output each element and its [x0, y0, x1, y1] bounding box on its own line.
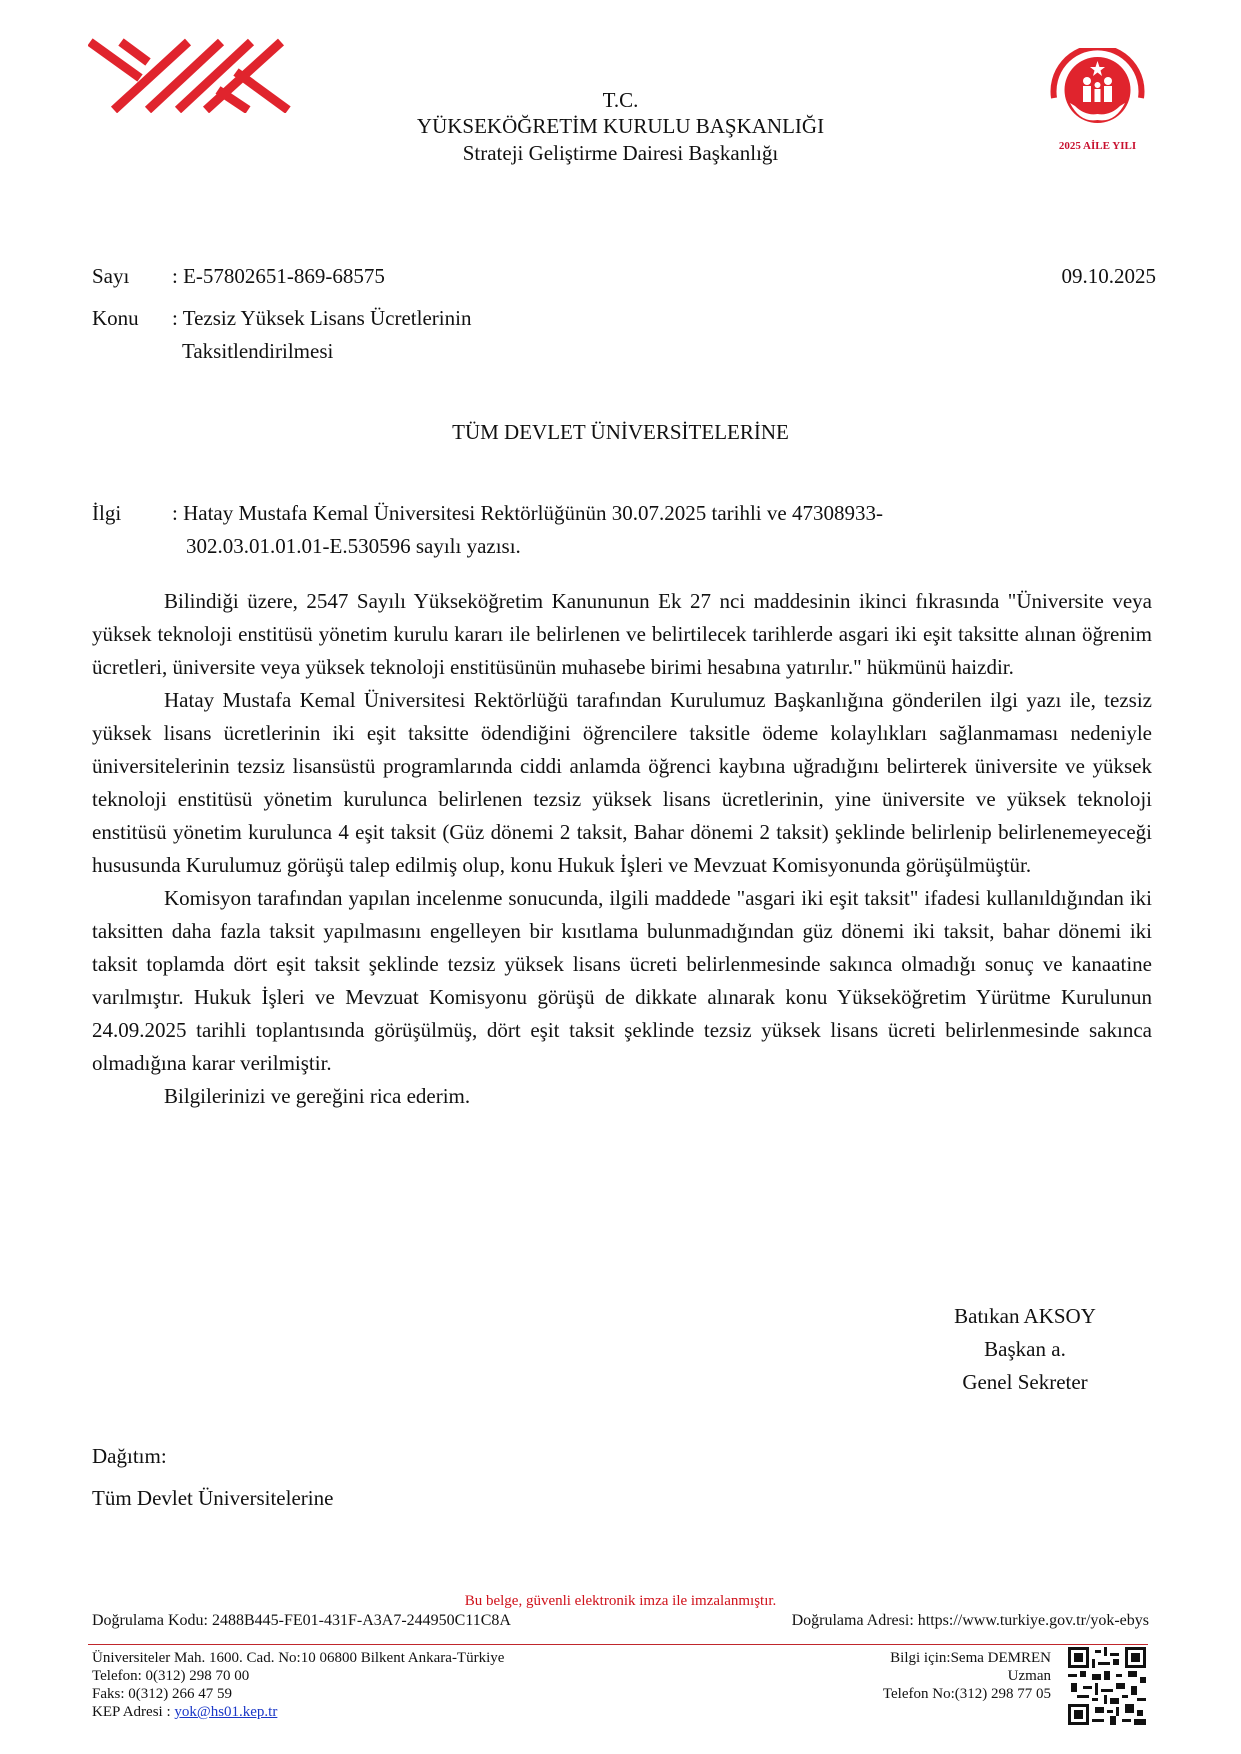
document-date: 09.10.2025: [1061, 264, 1156, 288]
header-tc: T.C.: [602, 88, 639, 112]
body-paragraph-3: Komisyon tarafından yapılan incelenme sonucunda, ilgili maddede "asgari iki eşit taksit" ifadesi kullanıldığından iki taksitten daha fazla taksit yapılmasını engelleyen bir kısıtlama bulunmadığından güz dönemi iki taksit, bahar dönemi iki taksit toplamda dört eşit taksit şeklinde tezsiz yüksek lisans ücreti belirlenmesinde sakınca olmadığı sonuç ve kanaatine varılmıştır. Hukuk İşleri ve Mevzuat Komisyonu görüşü de dikkate alınarak konu Yükseköğretim Yürütme Kurulunun 24.09.2025 tarihli toplantısında görüşülmüş, dört eşit taksit şeklinde tezsiz yüksek lisans ücreti belirlenmesinde sakınca olmadığına karar verilmiştir.: [92, 886, 1152, 1075]
distribution-label: Dağıtım:: [92, 1444, 167, 1468]
distribution-value: Tüm Devlet Üniversitelerine: [92, 1486, 334, 1510]
verification-code: Doğrulama Kodu: 2488B445-FE01-431F-A3A7-244950C11C8A: [92, 1612, 511, 1629]
ilgi-line2: 302.03.01.01.01-E.530596 sayılı yazısı.: [186, 534, 521, 558]
kep-label: KEP Adresi :: [92, 1704, 175, 1720]
recipient-heading: TÜM DEVLET ÜNİVERSİTELERİNE: [452, 420, 789, 444]
body-paragraph-2: Hatay Mustafa Kemal Üniversitesi Rektörlüğü tarafından Kurulumuz Başkanlığına gönderilen ilgi yazı ile, tezsiz yüksek lisans ücretlerinin iki eşit taksitte ödendiğini öğrencilere taksitle ödeme kolaylıkları sağlanmaması nedeniyle üniversitelerinin tezsiz lisansüstü programlarında ciddi anlamda öğrenci kaybına uğradığını belirterek üniversite ve yüksek teknoloji enstitüsü yönetim kurulunca belirlenen tezsiz yüksek lisans ücretlerinin, yine üniversite ve yüksek teknoloji enstitüsü yönetim kurulunca 4 eşit taksit (Güz dönemi 2 taksit, Bahar dönemi 2 taksit) şeklinde belirlenip belirlenemeyeceği hususunda Kurulumuz görüşü talep edilmiş olup, konu Hukuk İşleri ve Mevzuat Komisyonunda görüşülmüştür.: [92, 688, 1152, 877]
ilgi-label: İlgi: [92, 501, 122, 525]
info-phone: Telefon No:(312) 298 77 05: [882, 1686, 1051, 1702]
konu-label: Konu: [92, 306, 139, 330]
header-institution: YÜKSEKÖĞRETİM KURULU BAŞKANLIĞI: [416, 114, 825, 138]
sayi-label: Sayı: [92, 264, 130, 288]
body-paragraph-4: Bilgilerinizi ve gereğini rica ederim.: [164, 1084, 471, 1108]
footer-fax: Faks: 0(312) 266 47 59: [92, 1686, 232, 1702]
signer-title-1: Başkan a.: [984, 1337, 1066, 1361]
konu-value-line1: : Tezsiz Yüksek Lisans Ücretlerinin: [172, 306, 472, 330]
signature-block: [895, 1300, 1155, 1399]
konu-value-line2: Taksitlendirilmesi: [182, 339, 334, 363]
esign-notice: Bu belge, güvenli elektronik imza ile imzalanmıştır.: [464, 1593, 777, 1609]
footer-address: Üniversiteler Mah. 1600. Cad. No:10 06800 Bilkent Ankara-Türkiye: [92, 1650, 505, 1666]
footer-contact-left: [92, 1649, 504, 1721]
family-year-caption: 2025 AİLE YILI: [1058, 140, 1137, 152]
qr-code-icon: [1068, 1647, 1146, 1725]
info-contact: Bilgi için:Sema DEMREN: [890, 1650, 1051, 1666]
signer-title-2: Genel Sekreter: [962, 1370, 1088, 1394]
body-paragraph-1: Bilindiği üzere, 2547 Sayılı Yükseköğretim Kanununun Ek 27 nci maddesinin ikinci fıkrasında "Üniversite veya yüksek teknoloji enstitüsü yönetim kurulu kararı ile belirlenen ve belirtilecek tarihlerde asgari iki eşit taksitte alınan öğrenim ücretleri, üniversite veya yüksek teknoloji enstitüsünün muhasebe birimi hesabına yatırılır." hükmünü haizdir.: [92, 589, 1152, 679]
kep-link[interactable]: yok@hs01.kep.tr: [174, 1704, 278, 1720]
ilgi-line1: : Hatay Mustafa Kemal Üniversitesi Rektörlüğünün 30.07.2025 tarihli ve 47308933-: [172, 501, 883, 525]
signer-name: Batıkan AKSOY: [954, 1304, 1096, 1328]
footer-divider: [88, 1644, 1148, 1645]
verification-address[interactable]: Doğrulama Adresi: https://www.turkiye.gov.tr/yok-ebys: [791, 1612, 1149, 1629]
footer-phone: Telefon: 0(312) 298 70 00: [92, 1668, 250, 1684]
sayi-value: : E-57802651-869-68575: [172, 264, 385, 288]
info-title: Uzman: [1007, 1668, 1051, 1684]
letter-body: [92, 585, 1152, 1113]
footer-kep: [92, 1703, 504, 1721]
footer-contact-right: [883, 1649, 1051, 1703]
header-department: Strateji Geliştirme Dairesi Başkanlığı: [462, 141, 779, 165]
